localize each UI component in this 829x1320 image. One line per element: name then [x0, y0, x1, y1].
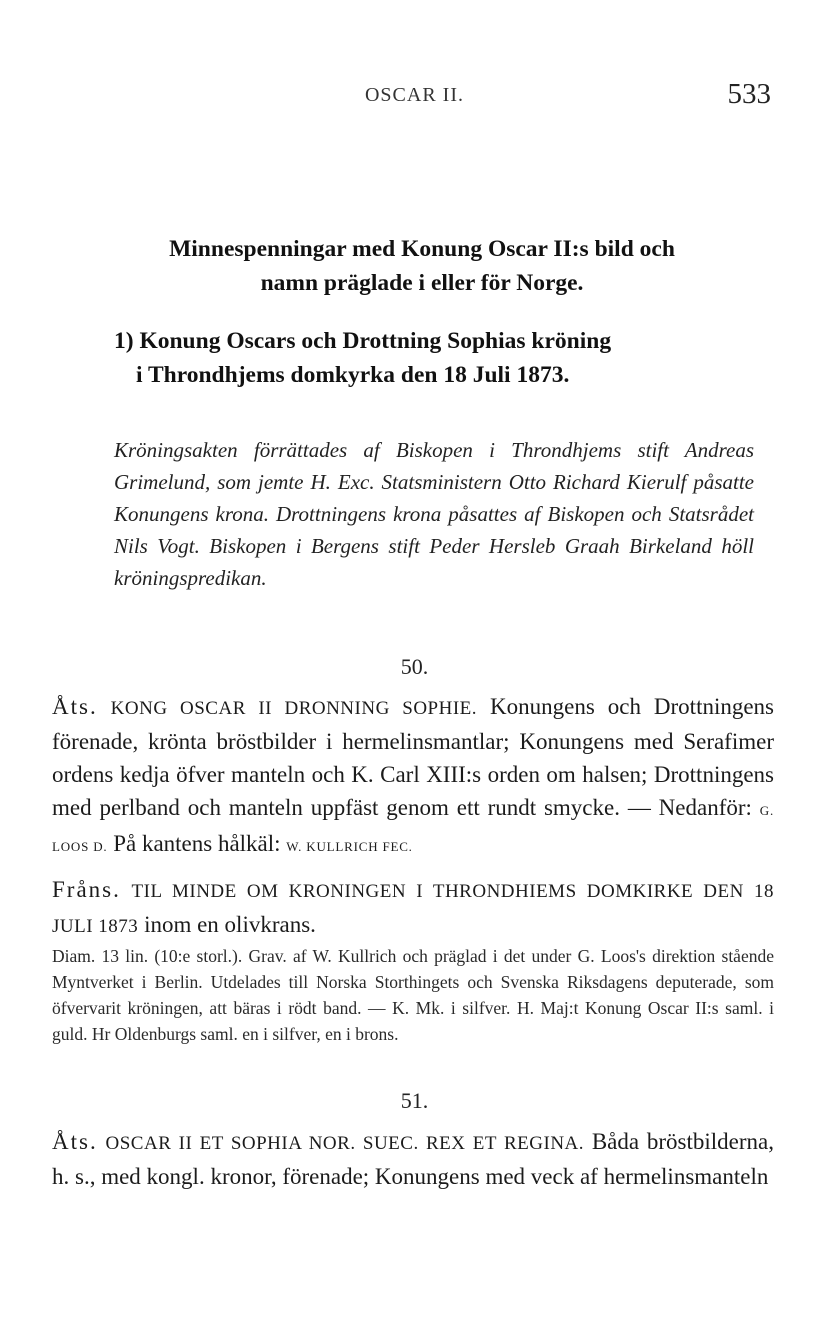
signature-below: G. LOOS D. — [52, 803, 775, 854]
subsection-heading-line-1: 1) Konung Oscars och Drottning Sophias kröning — [114, 328, 612, 354]
obverse-label: Åts. — [52, 694, 98, 719]
entry-obverse-description — [52, 690, 774, 863]
edge-label: På kantens hålkäl: — [113, 831, 281, 856]
running-title: OSCAR II. — [364, 84, 464, 106]
subsection-heading-line-2: i Throndhjems domkyrka den 18 Juli 1873. — [136, 362, 570, 388]
obverse-legend: KONG OSCAR II DRONNING SOPHIE. — [110, 698, 478, 719]
entry-note: Diam. 13 lin. (10:e storl.). Grav. af W. Kullrich och präglad i det under G. Loos's direktion stående Myntverket i Berlin. Utdelades till Norska Storthingets och Svenska Riksdagens deputerade, som öfvervarit kröningen, att bäras i rödt band. — K. Mk. i silfver. H. Maj:t Konung Oscar II:s saml. i guld. Hr Oldenburgs saml. en i silfver, en i brons. — [52, 946, 774, 1044]
entry-reverse-description — [52, 873, 774, 943]
intro-paragraph: Kröningsakten förrättades af Biskopen i Throndhjems stift Andreas Grimelund, som jemte H. Exc. Statsministern Otto Richard Kierulf påsatte Konungens krona. Drottningens krona påsattes af Biskopen och Statsrådet Nils Vogt. Biskopen i Bergens stift Peder Hersleb Graah Birkeland höll kröningspredikan. — [114, 438, 754, 590]
entry-obverse-description — [52, 1125, 774, 1193]
section-heading-line-1: Minnespenningar med Konung Oscar II:s bild och — [169, 236, 675, 262]
section-heading-line-2: namn präglade i eller för Norge. — [260, 270, 584, 296]
reverse-legend: TIL MINDE OM KRONINGEN I THRONDHIEMS DOMKIRKE DEN 18 JULI 1873 — [52, 881, 774, 937]
obverse-label: Åts. — [52, 1129, 98, 1154]
entry-number: 50. — [400, 654, 429, 679]
page-number: 533 — [727, 78, 771, 110]
obverse-text: Konungens och Drottningens förenade, krönta bröstbilder i hermelinsmantlar; Konungens med Serafimer ordens kedja öfver manteln och K. Carl XIII:s orden om halsen; Drottningens med perlband och manteln uppfäst genom ett rundt smycke. — Nedanför: — [52, 694, 775, 820]
section-heading — [112, 232, 732, 300]
reverse-text: inom en olivkrans. — [144, 912, 316, 937]
edge-signature: W. KULLRICH FEC. — [286, 839, 413, 854]
reverse-label: Fråns. — [52, 877, 121, 902]
entry-number: 51. — [400, 1088, 429, 1113]
obverse-text: Båda bröstbilderna, h. s., med kongl. kronor, förenade; Konungens med veck af hermelinsmanteln — [52, 1129, 775, 1189]
running-head — [0, 78, 829, 114]
obverse-legend: OSCAR II ET SOPHIA NOR. SUEC. REX ET REGINA. — [105, 1133, 585, 1154]
subsection-heading — [114, 324, 754, 392]
